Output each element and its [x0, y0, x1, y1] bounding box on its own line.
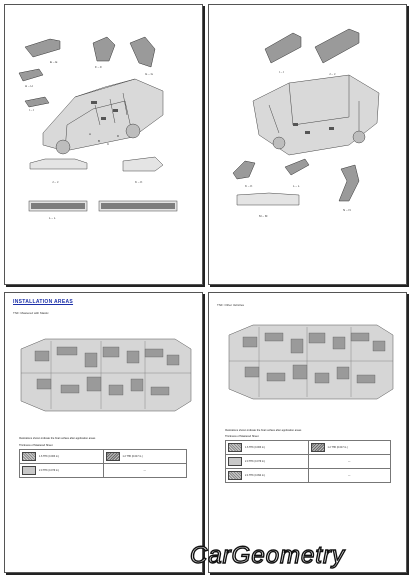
page-top-right: [208, 4, 407, 285]
underbody-plan-diagram-2: [209, 293, 406, 572]
legend-label: 1.2 THK (0.047 in.): [327, 446, 348, 450]
vehicle-body: [43, 79, 163, 154]
table-row: [226, 441, 391, 455]
underbody-plan-diagram: [5, 293, 202, 572]
label-n: N – N: [343, 208, 351, 212]
hatch-swatch-icon: [106, 452, 120, 461]
label-e: E – E: [50, 60, 58, 64]
panel-part: [315, 29, 359, 63]
subtitle: TNF: Mastered with Mastic: [13, 311, 49, 315]
panel-part: [19, 69, 43, 81]
section-part: [233, 161, 255, 179]
legend-cell: [20, 450, 104, 464]
panel-part: [265, 33, 301, 63]
legend-cell: [226, 455, 309, 469]
installation-note: Illustrations shown indicate the final surface after application areas: [225, 429, 302, 432]
table-row: [20, 464, 187, 478]
hatch-swatch-icon: [22, 466, 36, 475]
cargeometry-logo: CarGeometry: [190, 542, 346, 569]
legend-cell: [103, 450, 187, 464]
legend-cell: [226, 441, 309, 455]
label-b: B: [98, 139, 101, 143]
label-f: F – F: [95, 65, 103, 69]
legend-label: —: [348, 460, 351, 463]
legend-label: 1.6 THK (0.063 in.): [39, 455, 60, 459]
hatch-swatch-icon: [228, 471, 242, 480]
label-i: I – I: [29, 108, 35, 112]
hatch-swatch-icon: [22, 452, 36, 461]
section-part: [123, 157, 163, 171]
thickness-legend-table: [225, 440, 391, 483]
section-part: [285, 159, 309, 175]
label-j: J – J: [329, 72, 336, 76]
panel-part: [130, 37, 155, 67]
legend-label: 2.0 THK (0.079 in.): [39, 469, 60, 473]
hatch-swatch-icon: [228, 443, 242, 452]
label-k: K – K: [135, 180, 143, 184]
table-row: [226, 455, 391, 469]
legend-cell: [103, 464, 187, 478]
page-top-left: [4, 4, 203, 285]
page-bottom-left: [4, 292, 203, 573]
table-row: [20, 450, 187, 464]
label-j: J – J: [52, 180, 59, 184]
section-part: [339, 165, 359, 201]
thickness-legend-table: [19, 449, 187, 478]
panel-part: [93, 37, 115, 61]
label-g: G – G: [145, 72, 154, 76]
legend-cell: [226, 469, 309, 483]
label-h: H – H: [25, 84, 33, 88]
label-a: A: [89, 132, 92, 136]
legend-cell: [308, 441, 391, 455]
legend-label: 2.0 THK (0.079 in.): [245, 460, 266, 464]
panel-part: [25, 97, 49, 107]
legend-label: 2.4 THK (0.094 in.): [245, 474, 266, 478]
legend-cell: [20, 464, 104, 478]
hatch-swatch-icon: [228, 457, 242, 466]
label-i: I – I: [279, 70, 285, 74]
section-title: INSTALLATION AREAS: [13, 299, 74, 305]
label-d: D: [117, 134, 120, 138]
legend-cell: [308, 469, 391, 483]
legend-label: —: [143, 469, 146, 472]
page-bottom-right: [208, 292, 407, 573]
subtitle: TNF: Other Vehicles: [217, 303, 245, 307]
section-part: [30, 159, 87, 169]
legend-header: Thickness of Mastered Sheet: [19, 444, 53, 447]
exploded-body-diagram-2: [209, 5, 406, 284]
section-part: [237, 193, 299, 205]
table-row: [226, 469, 391, 483]
legend-label: 1.2 THK (0.047 in.): [122, 455, 143, 459]
installation-note: Illustrations shown indicate the final surface after application areas: [19, 437, 96, 440]
legend-label: —: [348, 474, 351, 477]
panel-part: [25, 39, 60, 57]
label-l: L – L: [49, 216, 56, 220]
label-c: C: [107, 142, 110, 146]
legend-label: 1.6 THK (0.063 in.): [245, 446, 266, 450]
legend-header: Thickness of Mastered Sheet: [225, 435, 259, 438]
legend-cell: [308, 455, 391, 469]
label-k: K – K: [245, 184, 253, 188]
vehicle-body: [253, 75, 379, 155]
label-m: M – M: [259, 214, 268, 218]
exploded-body-diagram: [5, 5, 202, 284]
label-l: L – L: [293, 184, 300, 188]
hatch-swatch-icon: [311, 443, 325, 452]
